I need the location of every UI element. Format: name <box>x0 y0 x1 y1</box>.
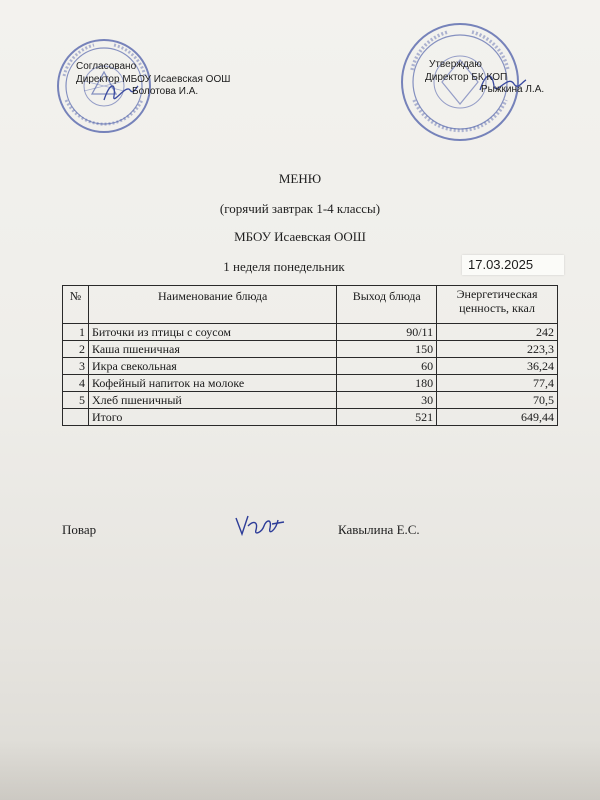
approval-left-name: Болотова И.А. <box>132 86 199 97</box>
table-total-row <box>63 409 558 426</box>
header-yield: Выход блюда <box>337 286 437 324</box>
table-row <box>63 358 558 375</box>
total-number <box>63 409 89 426</box>
row-dish-name: Биточки из птицы с соусом <box>88 324 336 341</box>
table-row <box>63 324 558 341</box>
row-number: 1 <box>63 324 89 341</box>
row-energy: 77,4 <box>437 375 558 392</box>
row-energy: 242 <box>437 324 558 341</box>
total-label: Итого <box>88 409 336 426</box>
school-name: МБОУ Исаевская ООШ <box>234 229 366 244</box>
page-title: МЕНЮ <box>278 171 322 186</box>
row-yield: 60 <box>337 358 437 375</box>
row-yield: 30 <box>337 392 437 409</box>
approval-right-name: Рыжкина Л.А. <box>481 84 545 95</box>
table-row <box>63 341 558 358</box>
row-number: 3 <box>63 358 89 375</box>
approval-left-position: Директор МБОУ Исаевская ООШ <box>76 73 231 85</box>
table-row <box>63 392 558 409</box>
menu-table <box>62 285 558 426</box>
header-energy: Энергетическая ценность, ккал <box>437 286 558 324</box>
row-dish-name: Кофейный напиток на молоке <box>88 375 336 392</box>
row-energy: 36,24 <box>437 358 558 375</box>
header-number: № <box>63 286 89 324</box>
total-yield: 521 <box>337 409 437 426</box>
table-header-row <box>63 286 558 324</box>
row-yield: 180 <box>337 375 437 392</box>
approval-right <box>425 59 544 97</box>
approval-left-label: Согласовано <box>76 61 137 72</box>
table-row <box>63 375 558 392</box>
row-energy: 70,5 <box>437 392 558 409</box>
row-number: 5 <box>63 392 89 409</box>
row-energy: 223,3 <box>437 341 558 358</box>
approval-right-position: Директор БК КОП <box>425 71 508 83</box>
header-dish-name: Наименование блюда <box>88 286 336 324</box>
approval-left <box>76 61 230 99</box>
row-yield: 150 <box>337 341 437 358</box>
date-label: 17.03.2025 <box>462 255 564 275</box>
row-dish-name: Каша пшеничная <box>88 341 336 358</box>
approval-right-label: Утверждаю <box>429 59 482 70</box>
row-yield: 90/11 <box>337 324 437 341</box>
week-day: 1 неделя понедельник <box>223 259 345 274</box>
row-number: 2 <box>63 341 89 358</box>
row-dish-name: Хлеб пшеничный <box>88 392 336 409</box>
cook-role: Повар <box>62 522 97 537</box>
cook-signature <box>232 510 288 540</box>
paper-shadow <box>0 740 600 800</box>
cook-name: Кавылина Е.С. <box>338 522 420 537</box>
row-dish-name: Икра свекольная <box>88 358 336 375</box>
total-energy: 649,44 <box>437 409 558 426</box>
row-number: 4 <box>63 375 89 392</box>
meal-subtitle: (горячий завтрак 1-4 классы) <box>219 201 381 216</box>
